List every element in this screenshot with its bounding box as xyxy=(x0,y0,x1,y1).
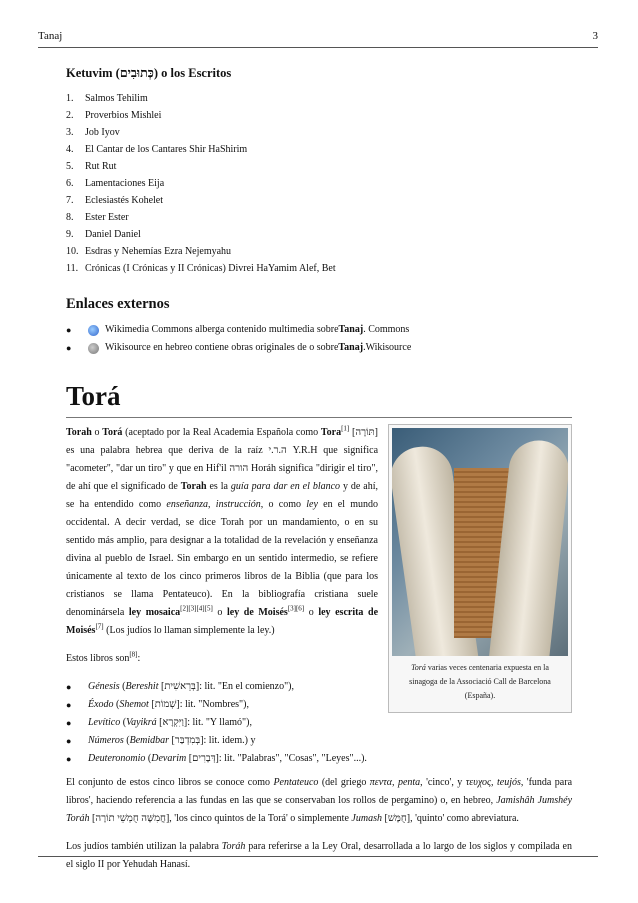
bullet-icon: ● xyxy=(66,325,72,335)
tora-paragraph-2: Estos libros son[8]: xyxy=(66,650,141,664)
tora-intro-text xyxy=(66,424,378,668)
list-item: 3. Job Iyov xyxy=(66,127,120,138)
list-item: ● Levítico (Vayikrá [וַיִּקְרָא]: lit. "Y llamó"), xyxy=(66,717,252,728)
torah-scroll-photo xyxy=(392,428,568,656)
list-item: 2. Proverbios Mishlei xyxy=(66,110,162,121)
list-item: ● Éxodo (Shemot [שְׁמוֹת]: lit. "Nombres"), xyxy=(66,699,249,710)
list-item: ● Deuteronomio (Devarim [דְּבָרִים]: lit. "Palabras", "Cosas", "Leyes"...). xyxy=(66,753,367,764)
page-number: 3 xyxy=(592,30,598,42)
wikimedia-commons-icon xyxy=(88,325,99,336)
tora-title: Torá xyxy=(66,381,121,411)
external-links-list xyxy=(66,321,572,357)
wikisource-link[interactable]: Tanaj xyxy=(338,342,364,353)
tora-paragraph-1: Torah o Torá (aceptado por la Real Academia Española como Tora[1] [תּוֹרָה] es una palabra hebrea que deriva de la raíz ה.ר.י Y.R.H que significa "acometer", "dar un tiro" y que en Hif'il הורה Horáh significa "dirigir el tiro", de ahí que el significado de Torah es la guía para dar en el blanco y de ahí, se ha entendido como enseñanza, instrucción, o como ley en el mundo occidental. A decir verdad, se dice Torah por un mandamiento, o en su sentido más amplio, para designar a la totalidad de la revelación y enseñanza divina al pueblo de Israel. Sin embargo en un sentido intermedio, se refiere únicamente al texto de los cinco primeros libros de la Biblia (que para los cristianos se llama Pentateuco). En la bibliografía cristiana suele denominársela ley mosaica[2][3][4][5] o ley de Moisés[3][6] o ley escrita de Moisés[7] (Los judíos lo llaman simplemente la ley.) xyxy=(66,424,379,636)
list-item: 10. Esdras y Nehemías Ezra Nejemyahu xyxy=(66,246,232,257)
page-content xyxy=(66,60,572,884)
commons-link-item[interactable]: ● Wikimedia Commons alberga contenido multimedia sobre Tanaj . Commons xyxy=(66,321,572,339)
ketuvim-list xyxy=(66,90,572,277)
bullet-icon: ● xyxy=(66,343,72,353)
page-header xyxy=(38,30,598,48)
list-item: 1. Salmos Tehilim xyxy=(66,93,148,104)
list-item: 7. Eclesiastés Kohelet xyxy=(66,195,164,206)
enlaces-heading: Enlaces externos xyxy=(66,296,170,312)
header-divider xyxy=(38,47,598,48)
figure-caption: Torá varias veces centenaria expuesta en la sinagoga de la Associació Call de Barcelona (España). xyxy=(409,663,551,700)
torah-figure xyxy=(388,424,572,713)
list-item: 9. Daniel Daniel xyxy=(66,229,141,240)
wikisource-icon xyxy=(88,343,99,354)
wikisource-link-item[interactable]: ● Wikisource en hebreo contiene obras originales de o sobre Tanaj .Wikisource xyxy=(66,339,572,357)
title-divider xyxy=(66,417,572,418)
list-item: 11. Crónicas (I Crónicas y II Crónicas) Divrei HaYamim Alef, Bet xyxy=(66,263,336,274)
list-item: 5. Rut Rut xyxy=(66,161,117,172)
tora-paragraph-4: Los judíos también utilizan la palabra Toráh para referirse a la Ley Oral, desarrollada a lo largo de los siglos y compilada en el siglo II por Yehudah Hanasí. xyxy=(66,841,572,870)
list-item: ● Génesis (Bereshit [בְּרֵאשִׁית]: lit. "En el comienzo"), xyxy=(66,681,295,692)
list-item: 4. El Cantar de los Cantares Shir HaShirim xyxy=(66,144,248,155)
tora-paragraph-3: El conjunto de estos cinco libros se conoce como Pentateuco (del griego πεντα, penta, 'cinco', y τευχος, teujós, 'funda para libros', haciendo referencia a las fundas en las que se conservaban los rollos de pergamino) o, en hebreo, Jamishâh Jumshéy Toráh [חֲמִשָּׁה חֻמְשֵׁי תוֹרָה], 'los cinco quintos de la Torá' o simplemente Jumash [חֻמָּשׁ], 'quinto' como abreviatura. xyxy=(66,777,573,824)
ketuvim-heading: Ketuvim (כְּתוּבִים) o los Escritos xyxy=(66,66,232,80)
list-item: 6. Lamentaciones Eija xyxy=(66,178,165,189)
tora-body xyxy=(66,774,572,874)
footer-divider xyxy=(38,856,598,857)
list-item: 8. Ester Ester xyxy=(66,212,129,223)
header-title: Tanaj xyxy=(38,30,63,42)
commons-link[interactable]: Tanaj xyxy=(338,324,364,335)
list-item: ● Números (Bemidbar [בְּמִדְבַּר]: lit. idem.) y xyxy=(66,735,256,746)
